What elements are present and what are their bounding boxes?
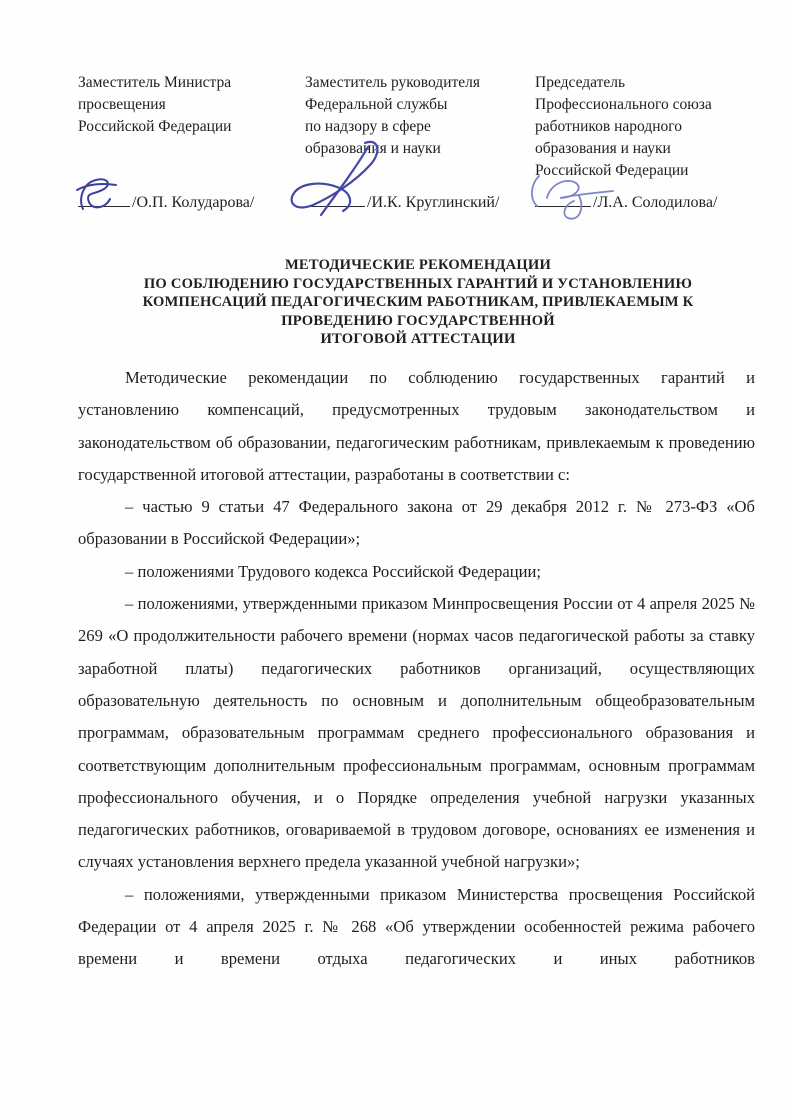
approvals-header bbox=[78, 72, 755, 214]
signatory-name: /И.К. Круглинский/ bbox=[367, 194, 500, 211]
approval-title-line: Заместитель руководителя bbox=[305, 74, 481, 91]
approval-block-union-chair bbox=[535, 72, 755, 214]
body-paragraph: Методические рекомендации по соблюдению государственных гарантий и установлению компенсаций, предусмотренных трудовым законодательством и законодательством об образовании, педагогическим работникам, привлекаемым к проведению государственной итоговой аттестации, разработаны в соответствии с: bbox=[78, 368, 755, 484]
approval-title-line: образования и науки bbox=[535, 140, 671, 157]
signature-row bbox=[305, 191, 499, 214]
approval-title-line: по надзору в сфере bbox=[305, 118, 431, 135]
signature-row bbox=[78, 191, 254, 214]
body-paragraph: – положениями Трудового кодекса Российской Федерации; bbox=[125, 561, 542, 581]
signatory-name: /Л.А. Солодилова/ bbox=[593, 194, 718, 211]
signature-line bbox=[535, 191, 591, 207]
approval-title-line: просвещения bbox=[78, 96, 166, 113]
approval-title-line: Российской Федерации bbox=[535, 162, 689, 179]
approval-title bbox=[535, 72, 755, 182]
document-title bbox=[85, 256, 751, 349]
signature-scribble-icon bbox=[285, 137, 395, 222]
body-paragraph: – частью 9 статьи 47 Федерального закона от 29 декабря 2012 г. № 273-ФЗ «Об образовании в Российской Федерации»; bbox=[78, 497, 755, 549]
document-title-line: ИТОГОВОЙ АТТЕСТАЦИИ bbox=[320, 331, 516, 348]
signatory-name: /О.П. Колударова/ bbox=[132, 194, 255, 211]
approval-title bbox=[78, 72, 305, 138]
approval-title-line: работников народного bbox=[535, 118, 682, 135]
body-paragraph: – положениями, утвержденными приказом Минпросвещения России от 4 апреля 2025 № 269 «О продолжительности рабочего времени (нормах часов педагогической работы за ставку заработной платы) педагогических работников организаций, осуществляющих образовательную деятельность по основным и дополнительным общеобразовательным программам, образовательным программам среднего профессионального образования и соответствующим дополнительным профессиональным программам, основным программам профессионального обучения, и о Порядке определения учебной нагрузки указанных педагогических работников, оговариваемой в трудовом договоре, основаниях ее изменения и случаях установления верхнего предела указанной учебной нагрузки»; bbox=[78, 594, 755, 872]
document-title-line: ПРОВЕДЕНИЮ ГОСУДАРСТВЕННОЙ bbox=[281, 312, 555, 329]
approval-title-line: Председатель bbox=[535, 74, 626, 91]
body-paragraph: – положениями, утвержденными приказом Министерства просвещения Российской Федерации от 4 апреля 2025 г. № 268 «Об утверждении особенностей режима рабочего времени и времени отдыха педагогических и иных работников bbox=[78, 884, 755, 969]
approval-block-deputy-head-service bbox=[305, 72, 535, 214]
signature-row bbox=[535, 191, 717, 214]
approval-title-line: образования и науки bbox=[305, 140, 441, 157]
document-title-line: ПО СОБЛЮДЕНИЮ ГОСУДАРСТВЕННЫХ ГАРАНТИЙ И УСТАНОВЛЕНИЮ bbox=[143, 275, 693, 292]
signature-line bbox=[305, 191, 365, 207]
approval-title-line: Федеральной службы bbox=[305, 96, 448, 113]
signature-scribble-icon bbox=[527, 170, 622, 228]
document-body bbox=[78, 362, 755, 976]
document-title-line: МЕТОДИЧЕСКИЕ РЕКОМЕНДАЦИИ bbox=[284, 257, 552, 273]
approval-title-line: Заместитель Министра bbox=[78, 74, 232, 91]
signature-line bbox=[78, 191, 130, 207]
document-title-line: КОМПЕНСАЦИЙ ПЕДАГОГИЧЕСКИМ РАБОТНИКАМ, ПРИВЛЕКАЕМЫМ К bbox=[142, 294, 694, 311]
approval-title-line: Российской Федерации bbox=[78, 118, 232, 135]
approval-title-line: Профессионального союза bbox=[535, 96, 712, 113]
signature-scribble-icon bbox=[76, 173, 124, 215]
approval-block-deputy-minister bbox=[78, 72, 305, 214]
